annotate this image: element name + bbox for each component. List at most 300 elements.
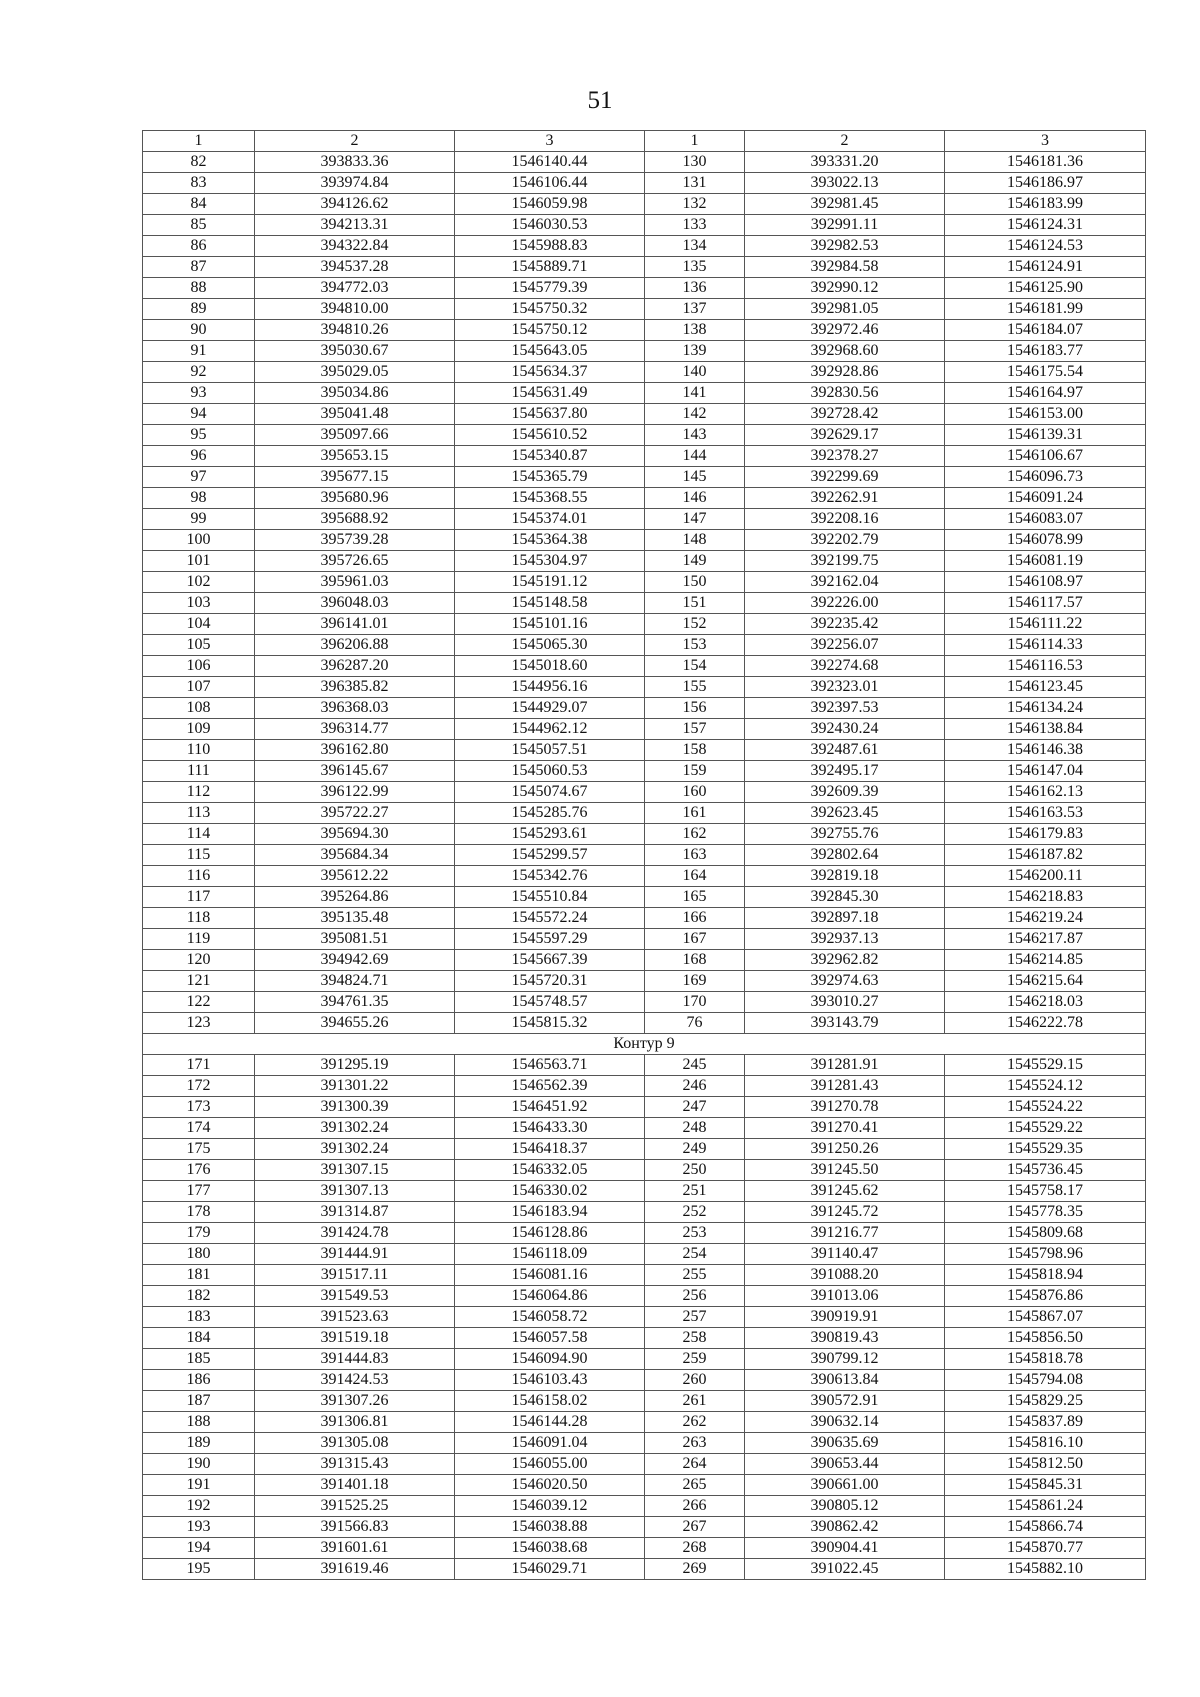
cell-x-coordinate: 391444.91 <box>255 1244 455 1265</box>
table-row <box>143 551 1146 572</box>
table-row <box>143 257 1146 278</box>
cell-y-coordinate: 1545365.79 <box>455 467 645 488</box>
cell-point-number: 254 <box>645 1244 745 1265</box>
cell-x-coordinate: 393974.84 <box>255 173 455 194</box>
cell-y-coordinate: 1545340.87 <box>455 446 645 467</box>
cell-point-number: 264 <box>645 1454 745 1475</box>
cell-y-coordinate: 1545293.61 <box>455 824 645 845</box>
cell-x-coordinate: 396122.99 <box>255 782 455 803</box>
table-row <box>143 677 1146 698</box>
cell-x-coordinate: 392378.27 <box>745 446 945 467</box>
cell-x-coordinate: 393833.36 <box>255 152 455 173</box>
cell-point-number: 166 <box>645 908 745 929</box>
coordinates-table <box>142 130 1146 1580</box>
cell-y-coordinate: 1545529.15 <box>945 1055 1146 1076</box>
cell-y-coordinate: 1546124.31 <box>945 215 1146 236</box>
cell-point-number: 99 <box>143 509 255 530</box>
cell-y-coordinate: 1545597.29 <box>455 929 645 950</box>
cell-y-coordinate: 3 <box>455 131 645 152</box>
cell-point-number: 107 <box>143 677 255 698</box>
cell-x-coordinate: 390635.69 <box>745 1433 945 1454</box>
cell-x-coordinate: 396048.03 <box>255 593 455 614</box>
cell-point-number: 76 <box>645 1013 745 1034</box>
table-row <box>143 992 1146 1013</box>
cell-point-number: 149 <box>645 551 745 572</box>
cell-point-number: 257 <box>645 1307 745 1328</box>
table-row <box>143 509 1146 530</box>
cell-x-coordinate: 391401.18 <box>255 1475 455 1496</box>
cell-point-number: 103 <box>143 593 255 614</box>
cell-y-coordinate: 1546187.82 <box>945 845 1146 866</box>
cell-x-coordinate: 396141.01 <box>255 614 455 635</box>
cell-point-number: 260 <box>645 1370 745 1391</box>
cell-point-number: 118 <box>143 908 255 929</box>
cell-x-coordinate: 392728.42 <box>745 404 945 425</box>
cell-point-number: 147 <box>645 509 745 530</box>
table-row <box>143 635 1146 656</box>
cell-x-coordinate: 394761.35 <box>255 992 455 1013</box>
cell-y-coordinate: 1546128.86 <box>455 1223 645 1244</box>
cell-point-number: 191 <box>143 1475 255 1496</box>
cell-x-coordinate: 392162.04 <box>745 572 945 593</box>
cell-y-coordinate: 1546117.57 <box>945 593 1146 614</box>
cell-y-coordinate: 1546039.12 <box>455 1496 645 1517</box>
cell-y-coordinate: 1545816.10 <box>945 1433 1146 1454</box>
cell-x-coordinate: 392897.18 <box>745 908 945 929</box>
cell-x-coordinate: 396206.88 <box>255 635 455 656</box>
cell-x-coordinate: 395612.22 <box>255 866 455 887</box>
table-row <box>143 1559 1146 1580</box>
cell-point-number: 250 <box>645 1160 745 1181</box>
cell-y-coordinate: 1544929.07 <box>455 698 645 719</box>
cell-point-number: 183 <box>143 1307 255 1328</box>
cell-y-coordinate: 1545861.24 <box>945 1496 1146 1517</box>
cell-x-coordinate: 396368.03 <box>255 698 455 719</box>
cell-point-number: 263 <box>645 1433 745 1454</box>
cell-x-coordinate: 392981.45 <box>745 194 945 215</box>
cell-y-coordinate: 1546114.33 <box>945 635 1146 656</box>
cell-point-number: 106 <box>143 656 255 677</box>
cell-x-coordinate: 395726.65 <box>255 551 455 572</box>
cell-point-number: 194 <box>143 1538 255 1559</box>
cell-point-number: 162 <box>645 824 745 845</box>
table-row <box>143 1013 1146 1034</box>
cell-x-coordinate: 395030.67 <box>255 341 455 362</box>
cell-x-coordinate: 390904.41 <box>745 1538 945 1559</box>
cell-x-coordinate: 390613.84 <box>745 1370 945 1391</box>
cell-x-coordinate: 391523.63 <box>255 1307 455 1328</box>
cell-x-coordinate: 391519.18 <box>255 1328 455 1349</box>
cell-y-coordinate: 1546106.67 <box>945 446 1146 467</box>
cell-y-coordinate: 1545631.49 <box>455 383 645 404</box>
cell-y-coordinate: 1545794.08 <box>945 1370 1146 1391</box>
cell-point-number: 256 <box>645 1286 745 1307</box>
cell-y-coordinate: 1545018.60 <box>455 656 645 677</box>
table-row <box>143 1370 1146 1391</box>
cell-x-coordinate: 396287.20 <box>255 656 455 677</box>
cell-x-coordinate: 391549.53 <box>255 1286 455 1307</box>
cell-point-number: 119 <box>143 929 255 950</box>
cell-y-coordinate: 1545191.12 <box>455 572 645 593</box>
cell-x-coordinate: 392323.01 <box>745 677 945 698</box>
cell-y-coordinate: 1546038.68 <box>455 1538 645 1559</box>
cell-x-coordinate: 395684.34 <box>255 845 455 866</box>
cell-y-coordinate: 1544962.12 <box>455 719 645 740</box>
cell-y-coordinate: 1545524.12 <box>945 1076 1146 1097</box>
cell-x-coordinate: 395264.86 <box>255 887 455 908</box>
table-row <box>143 1307 1146 1328</box>
cell-y-coordinate: 1545529.22 <box>945 1118 1146 1139</box>
table-row <box>143 215 1146 236</box>
cell-point-number: 245 <box>645 1055 745 1076</box>
cell-x-coordinate: 394942.69 <box>255 950 455 971</box>
table-row <box>143 887 1146 908</box>
cell-y-coordinate: 1545285.76 <box>455 803 645 824</box>
table-row <box>143 593 1146 614</box>
cell-x-coordinate: 392819.18 <box>745 866 945 887</box>
cell-x-coordinate: 2 <box>745 131 945 152</box>
cell-point-number: 155 <box>645 677 745 698</box>
cell-y-coordinate: 1546158.02 <box>455 1391 645 1412</box>
table-row <box>143 1055 1146 1076</box>
cell-y-coordinate: 1546162.13 <box>945 782 1146 803</box>
cell-x-coordinate: 391517.11 <box>255 1265 455 1286</box>
cell-y-coordinate: 1546332.05 <box>455 1160 645 1181</box>
cell-x-coordinate: 392208.16 <box>745 509 945 530</box>
cell-y-coordinate: 1545798.96 <box>945 1244 1146 1265</box>
cell-point-number: 181 <box>143 1265 255 1286</box>
cell-y-coordinate: 1546059.98 <box>455 194 645 215</box>
cell-y-coordinate: 1546123.45 <box>945 677 1146 698</box>
cell-x-coordinate: 392845.30 <box>745 887 945 908</box>
cell-point-number: 189 <box>143 1433 255 1454</box>
cell-y-coordinate: 1546186.97 <box>945 173 1146 194</box>
cell-point-number: 188 <box>143 1412 255 1433</box>
cell-x-coordinate: 391566.83 <box>255 1517 455 1538</box>
table-row <box>143 1433 1146 1454</box>
cell-y-coordinate: 1545856.50 <box>945 1328 1146 1349</box>
cell-y-coordinate: 1546217.87 <box>945 929 1146 950</box>
cell-y-coordinate: 1545529.35 <box>945 1139 1146 1160</box>
cell-y-coordinate: 1546330.02 <box>455 1181 645 1202</box>
table-row <box>143 488 1146 509</box>
cell-point-number: 172 <box>143 1076 255 1097</box>
cell-x-coordinate: 390862.42 <box>745 1517 945 1538</box>
cell-y-coordinate: 1546175.54 <box>945 362 1146 383</box>
cell-x-coordinate: 391281.43 <box>745 1076 945 1097</box>
cell-x-coordinate: 395694.30 <box>255 824 455 845</box>
cell-x-coordinate: 392972.46 <box>745 320 945 341</box>
cell-point-number: 164 <box>645 866 745 887</box>
cell-y-coordinate: 1546091.24 <box>945 488 1146 509</box>
cell-y-coordinate: 1545610.52 <box>455 425 645 446</box>
cell-x-coordinate: 391302.24 <box>255 1139 455 1160</box>
cell-y-coordinate: 1546433.30 <box>455 1118 645 1139</box>
table-row <box>143 530 1146 551</box>
cell-point-number: 95 <box>143 425 255 446</box>
cell-y-coordinate: 3 <box>945 131 1146 152</box>
cell-x-coordinate: 396314.77 <box>255 719 455 740</box>
cell-point-number: 170 <box>645 992 745 1013</box>
cell-point-number: 1 <box>143 131 255 152</box>
cell-x-coordinate: 391307.13 <box>255 1181 455 1202</box>
cell-point-number: 108 <box>143 698 255 719</box>
cell-y-coordinate: 1546179.83 <box>945 824 1146 845</box>
cell-point-number: 151 <box>645 593 745 614</box>
cell-x-coordinate: 391315.43 <box>255 1454 455 1475</box>
cell-y-coordinate: 1545829.25 <box>945 1391 1146 1412</box>
cell-y-coordinate: 1546091.04 <box>455 1433 645 1454</box>
cell-y-coordinate: 1545057.51 <box>455 740 645 761</box>
cell-y-coordinate: 1545837.89 <box>945 1412 1146 1433</box>
cell-x-coordinate: 390805.12 <box>745 1496 945 1517</box>
table-row <box>143 1202 1146 1223</box>
cell-x-coordinate: 391307.15 <box>255 1160 455 1181</box>
cell-point-number: 85 <box>143 215 255 236</box>
cell-y-coordinate: 1545812.50 <box>945 1454 1146 1475</box>
cell-x-coordinate: 395677.15 <box>255 467 455 488</box>
cell-point-number: 152 <box>645 614 745 635</box>
cell-y-coordinate: 1546144.28 <box>455 1412 645 1433</box>
cell-y-coordinate: 1546451.92 <box>455 1097 645 1118</box>
cell-y-coordinate: 1546078.99 <box>945 530 1146 551</box>
cell-y-coordinate: 1546081.19 <box>945 551 1146 572</box>
cell-x-coordinate: 396145.67 <box>255 761 455 782</box>
cell-x-coordinate: 391601.61 <box>255 1538 455 1559</box>
page-number: 51 <box>587 87 613 114</box>
cell-point-number: 187 <box>143 1391 255 1412</box>
cell-point-number: 195 <box>143 1559 255 1580</box>
cell-x-coordinate: 391525.25 <box>255 1496 455 1517</box>
cell-point-number: 91 <box>143 341 255 362</box>
cell-point-number: 113 <box>143 803 255 824</box>
cell-point-number: 112 <box>143 782 255 803</box>
cell-x-coordinate: 392487.61 <box>745 740 945 761</box>
table-row <box>143 1475 1146 1496</box>
cell-y-coordinate: 1545815.32 <box>455 1013 645 1034</box>
cell-y-coordinate: 1546147.04 <box>945 761 1146 782</box>
cell-x-coordinate: 391250.26 <box>745 1139 945 1160</box>
cell-point-number: 102 <box>143 572 255 593</box>
cell-y-coordinate: 1545572.24 <box>455 908 645 929</box>
cell-point-number: 133 <box>645 215 745 236</box>
cell-x-coordinate: 392299.69 <box>745 467 945 488</box>
cell-point-number: 136 <box>645 278 745 299</box>
table-row <box>143 845 1146 866</box>
cell-y-coordinate: 1545101.16 <box>455 614 645 635</box>
cell-point-number: 98 <box>143 488 255 509</box>
table-row <box>143 656 1146 677</box>
table-row <box>143 824 1146 845</box>
cell-point-number: 135 <box>645 257 745 278</box>
cell-y-coordinate: 1546418.37 <box>455 1139 645 1160</box>
cell-point-number: 123 <box>143 1013 255 1034</box>
cell-point-number: 265 <box>645 1475 745 1496</box>
cell-y-coordinate: 1546563.71 <box>455 1055 645 1076</box>
cell-y-coordinate: 1546139.31 <box>945 425 1146 446</box>
cell-x-coordinate: 390661.00 <box>745 1475 945 1496</box>
table-row <box>143 1076 1146 1097</box>
cell-point-number: 182 <box>143 1286 255 1307</box>
cell-y-coordinate: 1545364.38 <box>455 530 645 551</box>
cell-point-number: 142 <box>645 404 745 425</box>
cell-x-coordinate: 395722.27 <box>255 803 455 824</box>
cell-y-coordinate: 1546222.78 <box>945 1013 1146 1034</box>
cell-point-number: 246 <box>645 1076 745 1097</box>
cell-point-number: 84 <box>143 194 255 215</box>
cell-point-number: 167 <box>645 929 745 950</box>
cell-x-coordinate: 395739.28 <box>255 530 455 551</box>
cell-point-number: 92 <box>143 362 255 383</box>
table-row <box>143 1286 1146 1307</box>
cell-y-coordinate: 1545510.84 <box>455 887 645 908</box>
cell-y-coordinate: 1546064.86 <box>455 1286 645 1307</box>
cell-y-coordinate: 1545870.77 <box>945 1538 1146 1559</box>
cell-x-coordinate: 392199.75 <box>745 551 945 572</box>
cell-point-number: 184 <box>143 1328 255 1349</box>
cell-point-number: 261 <box>645 1391 745 1412</box>
cell-point-number: 105 <box>143 635 255 656</box>
cell-y-coordinate: 1546215.64 <box>945 971 1146 992</box>
table-row <box>143 740 1146 761</box>
cell-y-coordinate: 1545634.37 <box>455 362 645 383</box>
cell-point-number: 90 <box>143 320 255 341</box>
cell-point-number: 96 <box>143 446 255 467</box>
cell-x-coordinate: 391314.87 <box>255 1202 455 1223</box>
table-row <box>143 278 1146 299</box>
cell-x-coordinate: 392984.58 <box>745 257 945 278</box>
table-row <box>143 467 1146 488</box>
cell-x-coordinate: 391444.83 <box>255 1349 455 1370</box>
table-row <box>143 1097 1146 1118</box>
cell-y-coordinate: 1546030.53 <box>455 215 645 236</box>
cell-x-coordinate: 392397.53 <box>745 698 945 719</box>
cell-y-coordinate: 1545889.71 <box>455 257 645 278</box>
cell-y-coordinate: 1545750.12 <box>455 320 645 341</box>
cell-y-coordinate: 1545988.83 <box>455 236 645 257</box>
table-row <box>143 1181 1146 1202</box>
cell-x-coordinate: 391300.39 <box>255 1097 455 1118</box>
cell-point-number: 97 <box>143 467 255 488</box>
cell-x-coordinate: 390799.12 <box>745 1349 945 1370</box>
cell-point-number: 104 <box>143 614 255 635</box>
table-row <box>143 1391 1146 1412</box>
cell-x-coordinate: 391281.91 <box>745 1055 945 1076</box>
table-row <box>143 866 1146 887</box>
cell-y-coordinate: 1545524.22 <box>945 1097 1146 1118</box>
cell-y-coordinate: 1545779.39 <box>455 278 645 299</box>
cell-y-coordinate: 1545643.05 <box>455 341 645 362</box>
cell-x-coordinate: 391306.81 <box>255 1412 455 1433</box>
cell-y-coordinate: 1545778.35 <box>945 1202 1146 1223</box>
table-row <box>143 1244 1146 1265</box>
table-header-row <box>143 131 1146 152</box>
cell-x-coordinate: 396385.82 <box>255 677 455 698</box>
cell-y-coordinate: 1546181.36 <box>945 152 1146 173</box>
cell-point-number: 93 <box>143 383 255 404</box>
cell-point-number: 143 <box>645 425 745 446</box>
cell-point-number: 140 <box>645 362 745 383</box>
cell-point-number: 163 <box>645 845 745 866</box>
cell-x-coordinate: 391424.53 <box>255 1370 455 1391</box>
section-row <box>143 1034 1146 1055</box>
cell-y-coordinate: 1546164.97 <box>945 383 1146 404</box>
cell-y-coordinate: 1545748.57 <box>455 992 645 1013</box>
table-row <box>143 698 1146 719</box>
cell-point-number: 114 <box>143 824 255 845</box>
cell-y-coordinate: 1545342.76 <box>455 866 645 887</box>
cell-x-coordinate: 393022.13 <box>745 173 945 194</box>
cell-x-coordinate: 395135.48 <box>255 908 455 929</box>
cell-point-number: 156 <box>645 698 745 719</box>
cell-x-coordinate: 390632.14 <box>745 1412 945 1433</box>
cell-x-coordinate: 392974.63 <box>745 971 945 992</box>
cell-x-coordinate: 392968.60 <box>745 341 945 362</box>
cell-y-coordinate: 1545818.94 <box>945 1265 1146 1286</box>
cell-point-number: 266 <box>645 1496 745 1517</box>
cell-x-coordinate: 395034.86 <box>255 383 455 404</box>
cell-y-coordinate: 1546125.90 <box>945 278 1146 299</box>
table-row <box>143 1265 1146 1286</box>
cell-x-coordinate: 391245.62 <box>745 1181 945 1202</box>
cell-point-number: 169 <box>645 971 745 992</box>
table-row <box>143 194 1146 215</box>
cell-y-coordinate: 1545867.07 <box>945 1307 1146 1328</box>
cell-x-coordinate: 391619.46 <box>255 1559 455 1580</box>
cell-point-number: 251 <box>645 1181 745 1202</box>
cell-point-number: 186 <box>143 1370 255 1391</box>
table-row <box>143 299 1146 320</box>
table-row <box>143 950 1146 971</box>
cell-point-number: 165 <box>645 887 745 908</box>
cell-point-number: 175 <box>143 1139 255 1160</box>
cell-point-number: 88 <box>143 278 255 299</box>
cell-point-number: 94 <box>143 404 255 425</box>
cell-point-number: 115 <box>143 845 255 866</box>
table-row <box>143 1328 1146 1349</box>
table-row <box>143 719 1146 740</box>
cell-x-coordinate: 392430.24 <box>745 719 945 740</box>
cell-x-coordinate: 394655.26 <box>255 1013 455 1034</box>
cell-point-number: 262 <box>645 1412 745 1433</box>
cell-point-number: 134 <box>645 236 745 257</box>
cell-y-coordinate: 1546020.50 <box>455 1475 645 1496</box>
cell-y-coordinate: 1546134.24 <box>945 698 1146 719</box>
cell-point-number: 161 <box>645 803 745 824</box>
cell-point-number: 258 <box>645 1328 745 1349</box>
cell-x-coordinate: 394537.28 <box>255 257 455 278</box>
cell-point-number: 117 <box>143 887 255 908</box>
cell-x-coordinate: 391270.78 <box>745 1097 945 1118</box>
cell-x-coordinate: 392623.45 <box>745 803 945 824</box>
cell-point-number: 100 <box>143 530 255 551</box>
cell-point-number: 192 <box>143 1496 255 1517</box>
cell-point-number: 139 <box>645 341 745 362</box>
cell-point-number: 174 <box>143 1118 255 1139</box>
table-row <box>143 908 1146 929</box>
cell-point-number: 259 <box>645 1349 745 1370</box>
cell-y-coordinate: 1545876.86 <box>945 1286 1146 1307</box>
cell-point-number: 178 <box>143 1202 255 1223</box>
cell-x-coordinate: 392262.91 <box>745 488 945 509</box>
table-row <box>143 1412 1146 1433</box>
cell-point-number: 267 <box>645 1517 745 1538</box>
cell-x-coordinate: 393010.27 <box>745 992 945 1013</box>
cell-point-number: 153 <box>645 635 745 656</box>
cell-y-coordinate: 1546096.73 <box>945 467 1146 488</box>
cell-point-number: 121 <box>143 971 255 992</box>
table-row <box>143 929 1146 950</box>
